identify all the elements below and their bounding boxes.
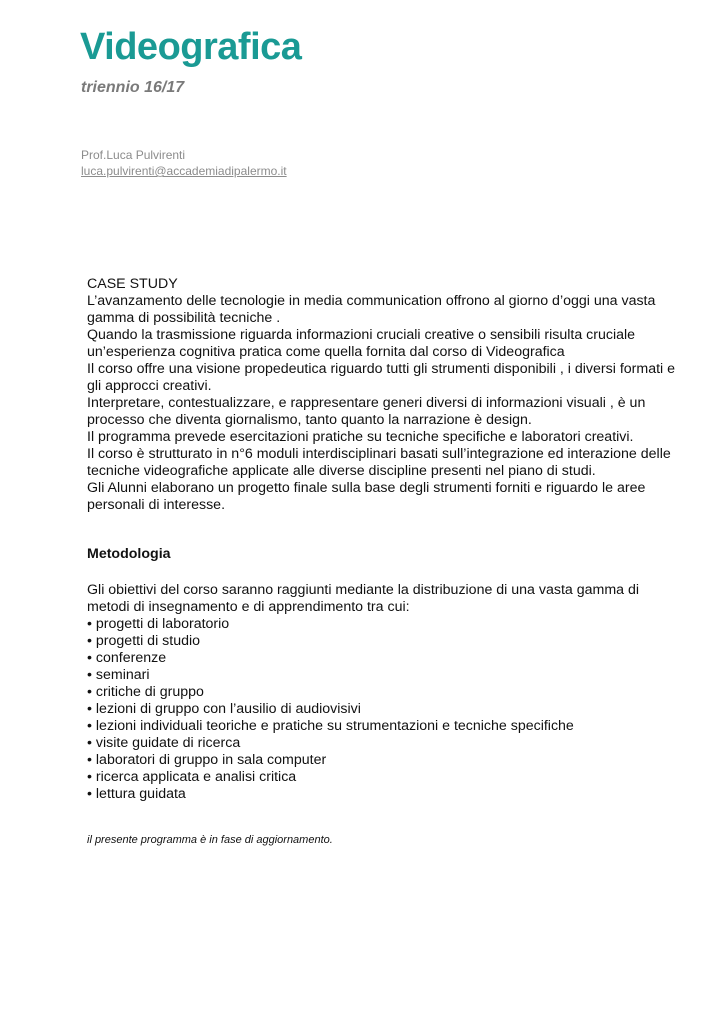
case-study-paragraph: L’avanzamento delle tecnologie in media communication offrono al giorno d’oggi una vasta gamma di possibilità tecniche . xyxy=(87,293,656,326)
list-item: • visite guidate di ricerca xyxy=(87,735,241,751)
methodology-section xyxy=(87,582,677,803)
case-study-paragraph: Gli Alunni elaborano un progetto finale sulla base degli strumenti forniti e riguardo le aree personali di interesse. xyxy=(87,480,646,513)
methodology-list xyxy=(87,616,677,803)
list-item: • seminari xyxy=(87,667,150,683)
case-study-paragraph: Il programma prevede esercitazioni pratiche su tecniche specifiche e laboratori creativi. xyxy=(87,429,634,445)
footnote: il presente programma è in fase di aggiornamento. xyxy=(87,834,333,846)
list-item: • progetti di studio xyxy=(87,633,201,649)
methodology-intro: Gli obiettivi del corso saranno raggiunti mediante la distribuzione di una vasta gamma di metodi di insegnamento e di apprendimento tra cui: xyxy=(87,582,640,615)
list-item: • critiche di gruppo xyxy=(87,684,204,700)
professor-email-link[interactable]: luca.pulvirenti@accademiadipalermo.it xyxy=(81,164,287,178)
list-item: • lezioni di gruppo con l’ausilio di audiovisivi xyxy=(87,701,361,717)
page-title: Videografica xyxy=(80,26,302,68)
page-subtitle: triennio 16/17 xyxy=(81,79,185,96)
case-study-heading: CASE STUDY xyxy=(87,276,178,292)
methodology-heading: Metodologia xyxy=(87,546,171,562)
case-study-section xyxy=(87,276,677,514)
list-item: • lettura guidata xyxy=(87,786,186,802)
list-item: • conferenze xyxy=(87,650,167,666)
case-study-paragraph: Interpretare, contestualizzare, e rappresentare generi diversi di informazioni visuali , è un processo che diventa giornalismo, tanto quanto la narrazione è design. xyxy=(87,395,646,428)
list-item: • laboratori di gruppo in sala computer xyxy=(87,752,327,768)
case-study-paragraph: Il corso offre una visione propedeutica riguardo tutti gli strumenti disponibili , i diversi formati e gli approcci creativi. xyxy=(87,361,676,394)
case-study-paragraph: Quando la trasmissione riguarda informazioni cruciali creative o sensibili risulta cruciale un’esperienza cognitiva pratica come quella fornita dal corso di Videografica xyxy=(87,327,636,360)
list-item: • lezioni individuali teoriche e pratiche su strumentazioni e tecniche specifiche xyxy=(87,718,574,734)
case-study-paragraph: Il corso è strutturato in n°6 moduli interdisciplinari basati sull’integrazione ed interazione delle tecniche videografiche applicate alle diverse discipline presenti nel piano di studi. xyxy=(87,446,671,479)
professor-name: Prof.Luca Pulvirenti xyxy=(81,148,186,162)
list-item: • ricerca applicata e analisi critica xyxy=(87,769,297,785)
list-item: • progetti di laboratorio xyxy=(87,616,230,632)
